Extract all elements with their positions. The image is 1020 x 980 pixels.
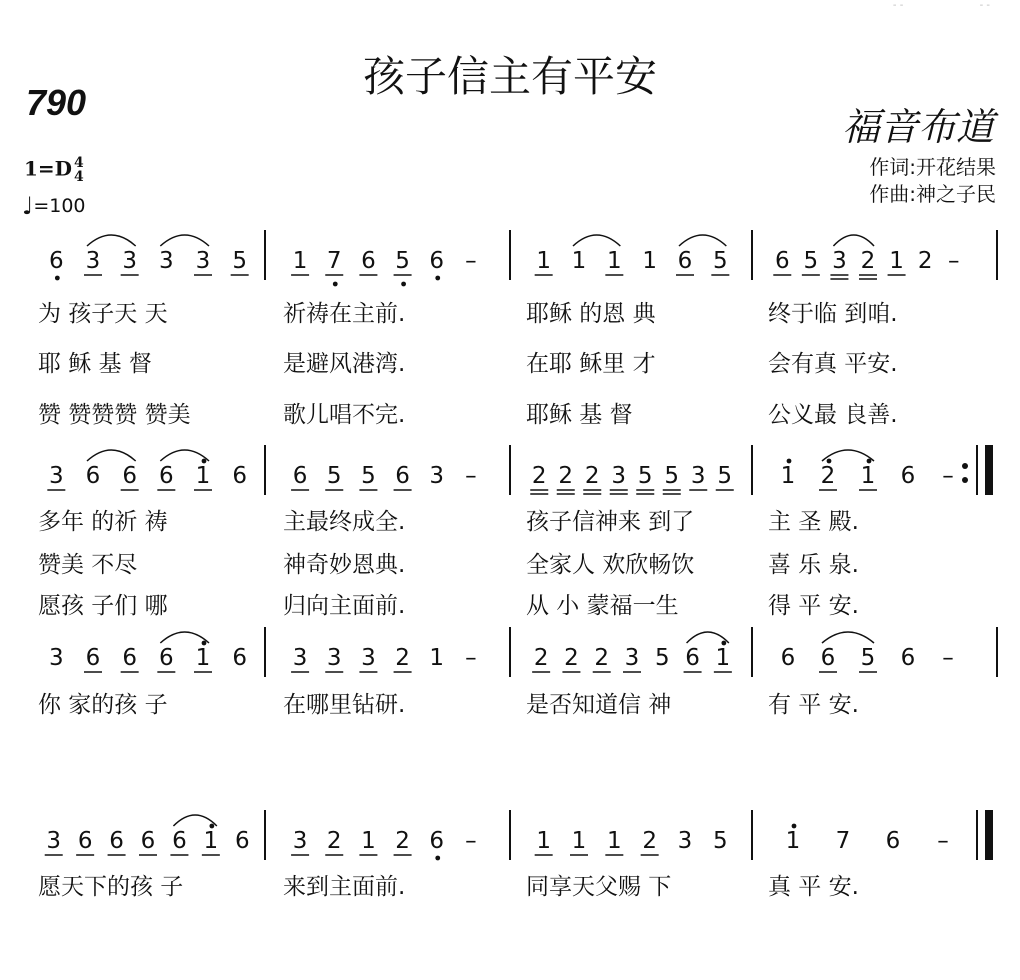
note: 6 [159,645,174,671]
song-title: 孩子信主有平安 [362,52,657,101]
lyric-line: 神奇妙恩典. [283,552,406,578]
note: 3 [122,248,137,274]
lyric-line: 终于临 到咱. [768,301,898,327]
lyricist-credit: 作词:开花结果 [869,155,996,179]
note: 1 [607,828,622,854]
note: 5 [232,248,247,274]
lyric-line: 耶稣 基 督 [526,402,633,428]
note: 6 [780,645,796,671]
note: 3 [49,645,64,671]
note: 2 [584,463,600,489]
note: 7 [835,828,851,854]
note: 1 [195,645,211,671]
note: 2 [326,828,342,854]
octave-dot-above [787,459,792,464]
note: 1 [715,645,731,671]
octave-dot-below [435,276,440,281]
note: 3 [690,463,706,489]
note: 3 [292,828,308,854]
note: – [942,645,954,671]
note: 3 [326,645,342,671]
note: 5 [803,248,819,274]
note: 6 [292,463,308,489]
note: 1 [780,463,796,489]
note: 5 [326,463,342,489]
lyric-line: 愿天下的孩 子 [38,874,184,900]
note: 1 [889,248,904,274]
time-bottom: 4 [74,169,84,185]
note: 1 [536,828,551,854]
tie-arc [87,235,136,246]
lyric-line: 歌儿唱不完. [283,402,406,428]
lyric-line: 赞美 不尽 [38,552,138,578]
note: 5 [637,463,653,489]
note: 6 [232,463,247,489]
tempo-value: =100 [33,195,86,217]
composer-credit: 作曲:神之子民 [869,182,996,206]
note: 2 [531,463,547,489]
note: 3 [624,645,640,671]
tie-arc [160,450,209,461]
note: 5 [664,463,680,489]
note: 6 [774,248,790,274]
lyric-line: 孩子信神来 到了 [526,509,695,535]
lyric-line: 是否知道信 神 [526,692,672,718]
octave-dot-below [401,282,406,287]
tie-arc [87,450,136,461]
brand-label: 福音布道 [841,105,994,149]
note: 6 [49,248,64,274]
corner-mark: - - - - [892,0,990,11]
note: 1 [292,248,308,274]
note: – [942,463,954,489]
octave-dot-above [202,459,207,464]
note: 5 [713,248,728,274]
lyric-line: 多年 的祈 祷 [38,509,168,535]
tie-arc [822,632,874,643]
tie-arc [160,235,209,246]
note: 6 [77,828,93,854]
note: 3 [49,463,64,489]
time-top: 4 [74,155,84,171]
lyric-line: 愿孩 子们 哪 [38,593,168,619]
note: – [947,248,960,274]
lyric-line: 归向主面前. [283,593,406,619]
octave-dot-below [333,282,338,287]
note: 6 [685,645,700,671]
note: 2 [820,463,836,489]
octave-dot-above [209,824,214,829]
lyric-line: 主 圣 殿. [768,509,859,535]
lyric-line: 喜 乐 泉. [768,552,859,578]
note: 6 [395,463,410,489]
note: 3 [611,463,627,489]
note: 6 [361,248,376,274]
quarter-note-icon: ♩ [22,192,34,220]
note: 6 [85,645,101,671]
lyric-line: 在哪里钻研. [283,692,406,718]
lyric-line: 来到主面前. [283,874,406,900]
note: 3 [361,645,376,671]
lyric-line: 耶稣 的恩 典 [526,301,656,327]
lyric-line: 同享天父赐 下 [526,874,672,900]
lyric-line: 得 平 安. [768,593,859,619]
note: 6 [85,463,101,489]
note: 6 [429,248,445,274]
note: 1 [642,248,657,274]
note: 1 [195,463,211,489]
note: 5 [713,828,728,854]
note: 1 [536,248,551,274]
octave-dot-above [202,641,207,646]
tie-arc [679,235,726,246]
note: 1 [607,248,622,274]
note: 2 [564,645,579,671]
lyric-line: 耶 稣 基 督 [38,351,152,377]
note: 2 [860,248,876,274]
octave-dot-above [792,824,797,829]
repeat-dot [962,477,968,483]
note: 6 [234,828,250,854]
note: 6 [159,463,174,489]
note: 6 [109,828,124,854]
note: 5 [395,248,410,274]
note: 3 [429,463,445,489]
lyric-line: 为 孩子天 天 [38,301,168,327]
note: 6 [677,248,693,274]
lyric-line: 在耶 稣里 才 [526,351,656,377]
lyric-line: 真 平 安. [768,874,859,900]
note: – [937,828,949,854]
lyric-line: 主最终成全. [283,509,406,535]
note: 3 [292,645,308,671]
note: 2 [558,463,574,489]
note: – [465,645,477,671]
lyric-line: 公义最 良善. [768,402,898,428]
lyric-line: 从 小 蒙福一生 [526,593,679,619]
note: 3 [46,828,62,854]
note: 1 [361,828,376,854]
note: 2 [594,645,610,671]
note: 5 [717,463,733,489]
note: 6 [122,463,137,489]
note: 5 [361,463,376,489]
lyric-line: 你 家的孩 子 [38,692,168,718]
note: 1 [785,828,801,854]
note: 6 [172,828,187,854]
note: 6 [140,828,156,854]
note: 6 [232,645,247,671]
final-bar-thick [985,445,993,495]
octave-dot-below [55,276,60,281]
note: 6 [885,828,901,854]
note: 1 [571,248,587,274]
note: – [465,463,477,489]
lyric-line: 有 平 安. [768,692,859,718]
note: 6 [429,828,445,854]
note: 7 [326,248,342,274]
note: 2 [395,645,410,671]
note: – [465,248,477,274]
note: 3 [85,248,101,274]
note: 3 [677,828,693,854]
final-bar-thick [985,810,993,860]
note: 6 [820,645,836,671]
lyric-line: 是避风港湾. [283,351,406,377]
note: 1 [860,463,876,489]
note: 1 [571,828,587,854]
tie-arc [573,235,620,246]
note: 2 [395,828,410,854]
key-label: 1=D [24,156,73,181]
octave-dot-above [867,459,872,464]
note: 6 [122,645,137,671]
note: – [465,828,477,854]
repeat-dot [962,463,968,469]
note: 2 [533,645,549,671]
lyric-line: 祈祷在主前. [283,301,406,327]
lyric-line: 全家人 欢欣畅饮 [526,552,695,578]
note: 5 [860,645,876,671]
note: 1 [429,645,445,671]
note: 3 [195,248,211,274]
note: 6 [900,645,916,671]
lyric-line: 赞 赞赞赞 赞美 [38,402,191,428]
octave-dot-below [435,856,440,861]
lyric-line: 会有真 平安. [768,351,898,377]
note: 3 [832,248,847,274]
note: 6 [900,463,916,489]
note: 2 [917,248,933,274]
note: 3 [159,248,174,274]
octave-dot-above [827,459,832,464]
note: 2 [642,828,657,854]
octave-dot-above [721,641,726,646]
note: 1 [203,828,219,854]
note: 5 [654,645,670,671]
tie-arc [160,632,209,643]
tie-arc [833,235,874,246]
hymn-number: 790 [26,82,87,123]
